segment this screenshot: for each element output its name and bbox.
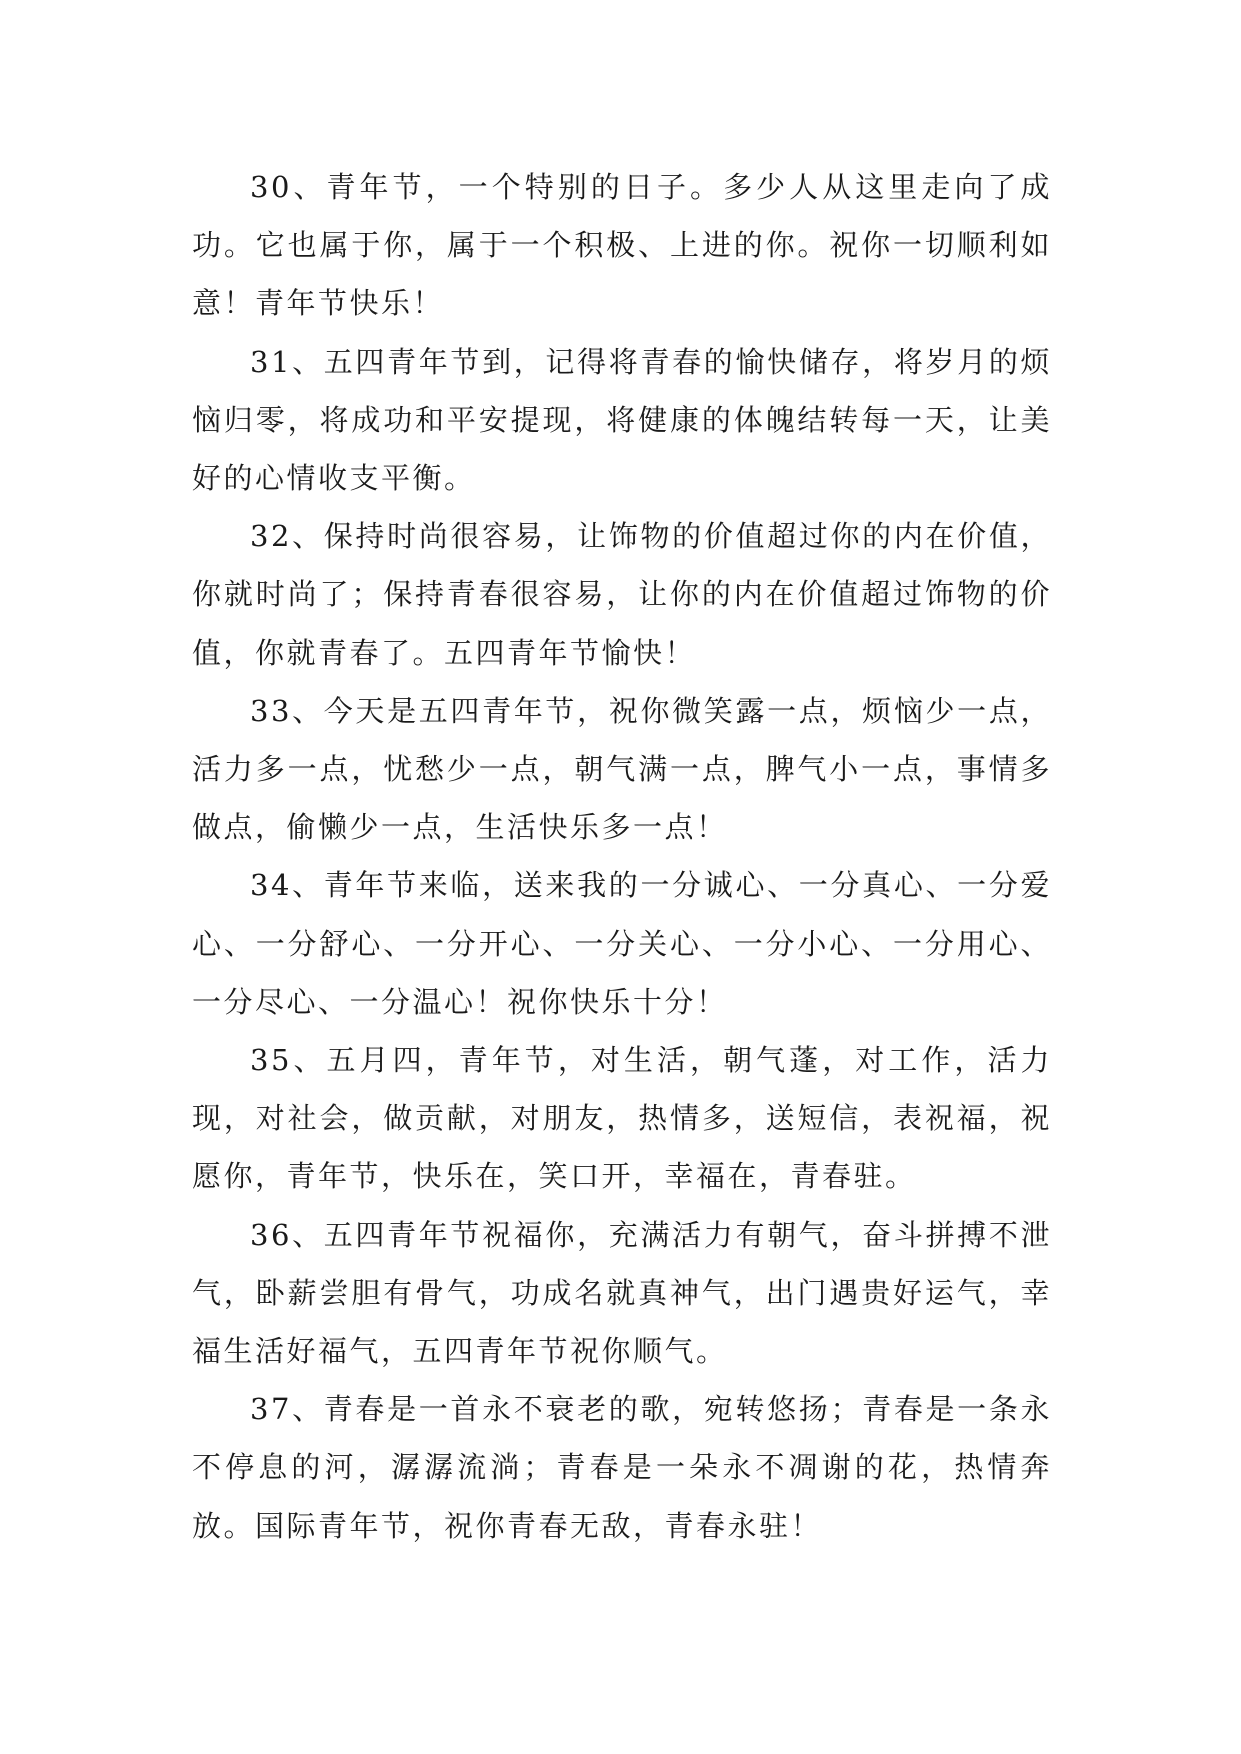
paragraph-35: 35、五月四，青年节，对生活，朝气蓬，对工作，活力现，对社会，做贡献，对朋友，热情多，送短信，表祝福，祝愿你，青年节，快乐在，笑口开，幸福在，青春驻。 <box>192 1043 1052 1194</box>
paragraph-34: 34、青年节来临，送来我的一分诚心、一分真心、一分爱心、一分舒心、一分开心、一分关心、一分小心、一分用心、一分尽心、一分温心！祝你快乐十分！ <box>192 868 1052 1019</box>
paragraph-37: 37、青春是一首永不衰老的歌，宛转悠扬；青春是一条永不停息的河，潺潺流淌；青春是一朵永不凋谢的花，热情奔放。国际青年节，祝你青春无敌，青春永驻！ <box>192 1392 1052 1543</box>
paragraph-31: 31、五四青年节到，记得将青春的愉快储存，将岁月的烦恼归零，将成功和平安提现，将健康的体魄结转每一天，让美好的心情收支平衡。 <box>192 344 1052 496</box>
paragraph-30: 30、青年节，一个特别的日子。多少人从这里走向了成功。它也属于你，属于一个积极、上进的你。祝你一切顺利如意！青年节快乐！ <box>192 170 1052 321</box>
paragraph-36: 36、五四青年节祝福你，充满活力有朝气，奋斗拼搏不泄气，卧薪尝胆有骨气，功成名就真神气，出门遇贵好运气，幸福生活好福气，五四青年节祝你顺气。 <box>192 1217 1052 1369</box>
paragraph-33: 33、今天是五四青年节，祝你微笑露一点，烦恼少一点，活力多一点，忧愁少一点，朝气满一点，脾气小一点，事情多做点，偷懒少一点，生活快乐多一点！ <box>192 693 1052 845</box>
document-body <box>192 158 1052 1555</box>
paragraph-32: 32、保持时尚很容易，让饰物的价值超过你的内在价值，你就时尚了；保持青春很容易，让你的内在价值超过饰物的价值，你就青春了。五四青年节愉快！ <box>192 519 1052 670</box>
